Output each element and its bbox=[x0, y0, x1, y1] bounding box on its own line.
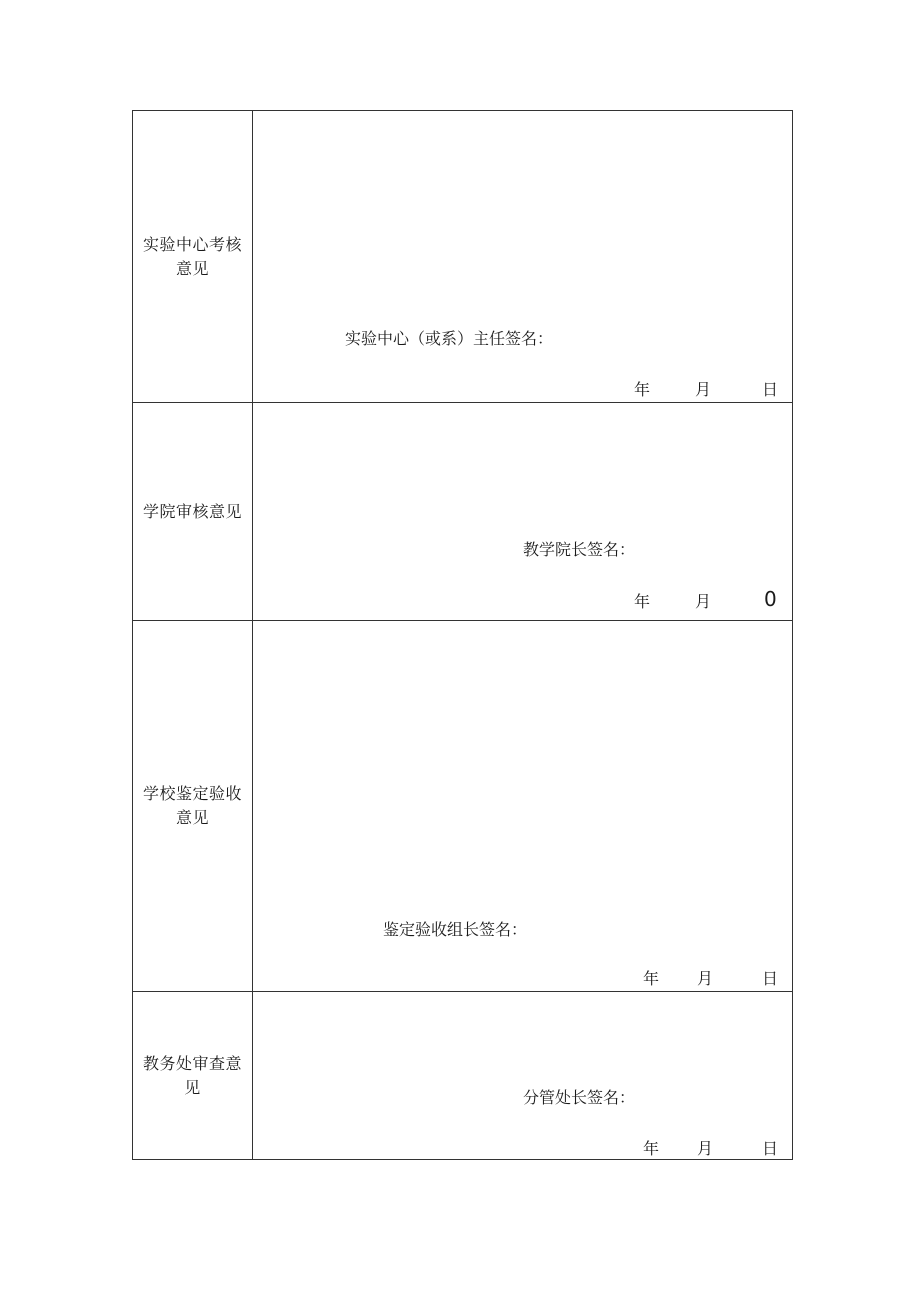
row-label: 学校鉴定验收意见 bbox=[142, 784, 242, 827]
opinion-field[interactable] bbox=[253, 111, 792, 402]
opinion-field[interactable] bbox=[253, 403, 792, 620]
date-month-label: 月 bbox=[695, 380, 712, 399]
date-day-label: 日 bbox=[762, 1139, 779, 1158]
opinion-field[interactable] bbox=[253, 621, 792, 991]
signature-label: 分管处长签名： bbox=[523, 1088, 636, 1107]
form-row-lab-center-review bbox=[133, 111, 792, 402]
date-year-label: 年 bbox=[634, 592, 651, 611]
form-row-school-acceptance bbox=[133, 620, 792, 991]
date-day-label: 日 bbox=[762, 380, 779, 399]
approval-form-table bbox=[132, 110, 793, 1160]
row-label: 学院审核意见 bbox=[142, 501, 242, 521]
signature-label: 鉴定验收组长签名： bbox=[383, 920, 528, 939]
form-row-college-review bbox=[133, 402, 792, 620]
date-month-label: 月 bbox=[697, 1139, 714, 1158]
date-month-label: 月 bbox=[697, 969, 714, 988]
date-day-label: 日 bbox=[762, 969, 779, 988]
form-row-academic-affairs-review bbox=[133, 991, 792, 1160]
row-label-cell bbox=[133, 992, 253, 1160]
date-month-label: 月 bbox=[695, 592, 712, 611]
signature-label: 教学院长签名： bbox=[523, 540, 636, 559]
date-day-label: 0 bbox=[764, 587, 777, 611]
date-year-label: 年 bbox=[643, 969, 660, 988]
opinion-field[interactable] bbox=[253, 992, 792, 1160]
date-year-label: 年 bbox=[643, 1139, 660, 1158]
row-label-cell bbox=[133, 111, 253, 402]
row-label: 教务处审查意见 bbox=[142, 1054, 242, 1097]
row-label-cell bbox=[133, 621, 253, 991]
row-label: 实验中心考核意见 bbox=[142, 234, 242, 278]
signature-label: 实验中心（或系）主任签名： bbox=[345, 329, 554, 348]
row-label-cell bbox=[133, 403, 253, 620]
date-year-label: 年 bbox=[634, 380, 651, 399]
